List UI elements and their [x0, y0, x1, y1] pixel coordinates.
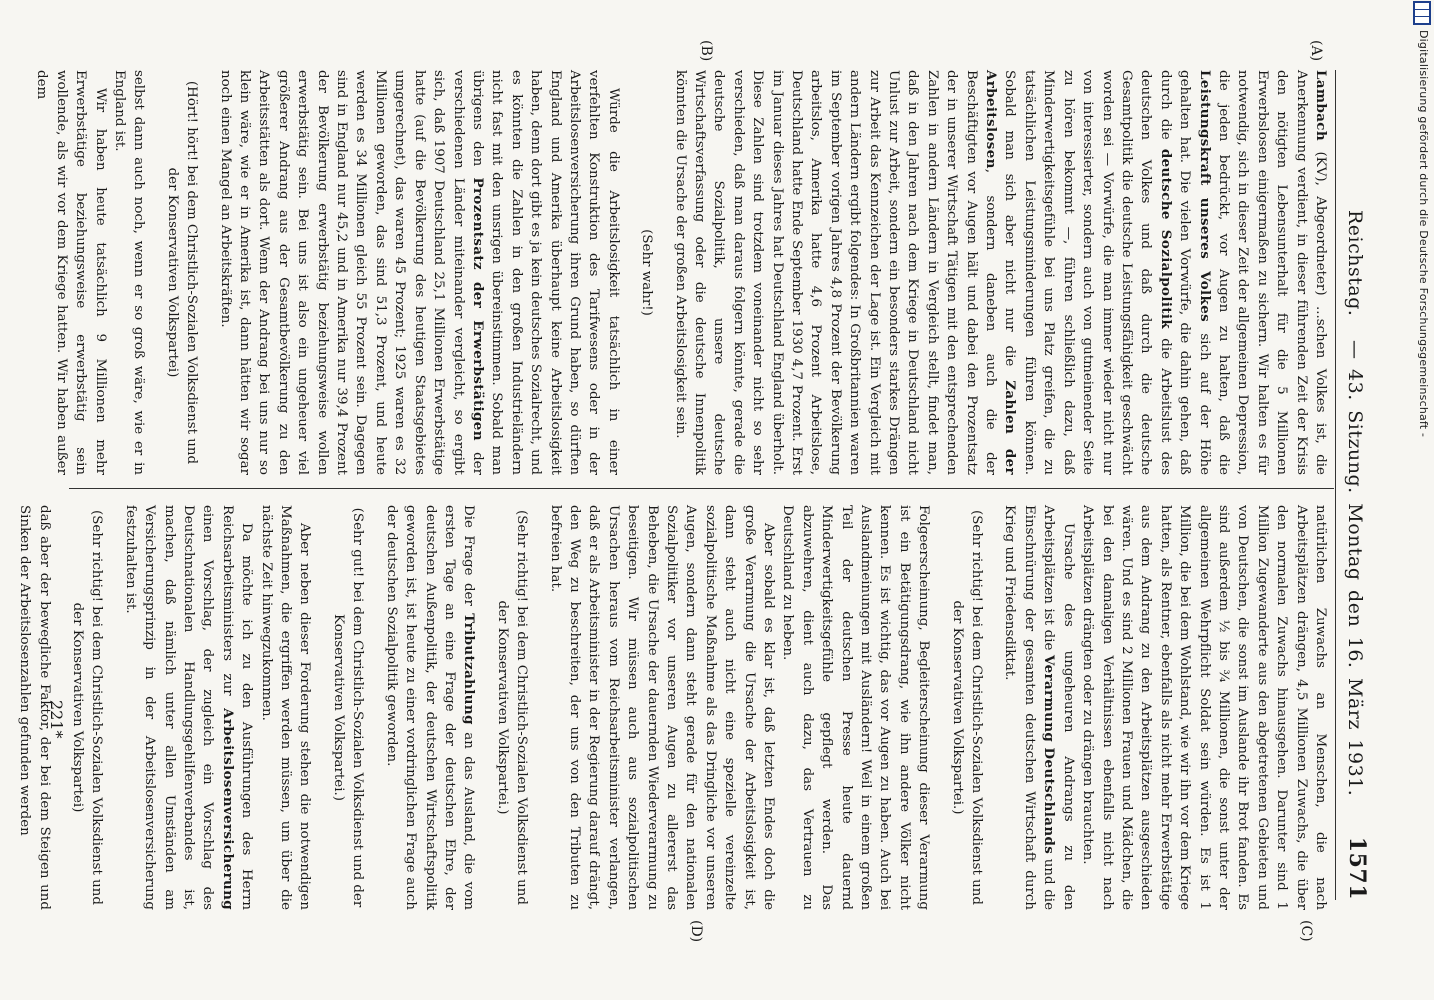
paragraph: Lambach (KV), Abgeordneter) ...schen Volkes ist, die Anerkennung verdient, in dieser führenden Zeit der Krisis den nötigten Lebensunterhalt für die 5 Millionen Erwerbslosen einigermaßen zu sichern. Wir halten es für notwendig, sich in dieser Zeit der allgemeinen Depression, die jeden bedrückt, vor Augen zu halten, daß die Leistungskraft unseres Volkes sich auf der Höhe gehalten hat. Die vielen Vorwürfe, die dahin gehen, daß durch die deutsche Sozialpolitik die Arbeitslust des deutschen Volkes und daß durch die deutsche Gesamtpolitik die deutsche Leistungsfähigkeit geschwächt worden sei — Vorwürfe, die man immer wieder nicht nur von interessierter, sondern auch von gutmeinender Seite zu hören bekommt —, führen schließlich dazu, daß Minderwertigkeitsgefühle bei uns Platz greifen, die zu tatsächlichen Leistungsminderungen führen können. Sobald man sich aber nicht nur die Zahlen der Arbeitslosen, sondern daneben auch die der Beschäftigten vor Augen hält und dabei den Prozentsatz der in unserer Wirtschaft Tätigen mit den entsprechenden Zahlen in andern Ländern in Vergleich stellt, findet man, daß in den Jahren nach dem Kriege in Deutschland nicht Unlust zur Arbeit, sondern ein besonders starkes Drängen zur Arbeit das Kennzeichen der Lage ist. Ein Vergleich mit andern Ländern ergibt folgendes: In Großbritannien waren im September vorigen Jahres 4,8 Prozent der Bevölkerung arbeitslos, Amerika hatte 4,6 Prozent Arbeitslose, Deutschland hatte Ende September 1930 4,7 Prozent. Erst im Januar dieses Jahres hat Deutschland England überholt. Diese Zahlen sind trotzdem voneinander nicht so sehr verschieden, daß man daraus folgern könnte, gerade die deutsche Sozialpolitik, unsere deutsche Wirtschaftsverfassung oder die deutsche Innenpolitik könnten die Ursache der großen Arbeitslosigkeit sein. — [672, 70, 1329, 476]
page-header — [1336, 70, 1370, 900]
stamp-text: Digitalisierung gefördert durch die Deutsche Forschungsgemeinschaft - — [1417, 30, 1430, 438]
paragraph: Da möchte ich zu den Ausführungen des Herrn Reichsarbeitsministers zur Arbeitslosenversicherung einen Vorschlag, der zugleich ein Vorschlag des Deutschnationalen Handlungsgehilfenverbandes ist, machen, daß nämlich unter allen Umständen am Versicherungsprinzip in der Arbeitslosenversicherung festzuhalten ist. — [122, 505, 255, 910]
interjection: (Sehr gut! bei dem Christlich-Sozialen Volksdienst und der Konservativen Volkspartei.) — [330, 507, 366, 908]
margin-mark-b: (B) — [698, 40, 714, 62]
paragraph: Folgeerscheinung, Begleiterscheinung dieser Verarmung ist ein Betätigungsdrang, wie ihn andere Völker nicht kennen. Es ist wichtig, das vor Augen zu haben. Auch bei Auslandmeinungen mit Ausländern! Weil in einem großen Teil der deutschen Presse heute dauernd Minderwertigkeitsgefühle gepflegt werden. Das abzuwehren, dient auch dazu, das Vertrauen zu Deutschland zu heben. — [780, 505, 932, 910]
header-title: Reichstag. — [1344, 210, 1366, 317]
paragraph: Aber neben dieser Forderung stehen die notwendigen Maßnahmen, die ergriffen werden müssen, um über die nächste Zeit hinwegzukommen. — [258, 505, 313, 910]
margin-mark-c: (C) — [1298, 920, 1314, 942]
margin-mark-d: (D) — [688, 920, 704, 943]
interjection: (Sehr richtig! bei dem Christlich-Sozialen Volksdienst und der Konservativen Volkspartei.) — [949, 510, 985, 905]
digitization-stamp — [1408, 0, 1434, 1000]
paragraph: Ursache des ungeheuren Andrangs zu den Arbeitsplätzen ist die Verarmung Deutschlands und die Einschnürung der gesamten deutschen Wirtschaft durch Krieg und Friedensdiktat. — [1002, 505, 1076, 910]
paragraph: Würde die Arbeitslosigkeit tatsächlich in einer verfehlten Konstruktion des Tarifwesens oder in der Arbeitslosenversicherung ihren Grund haben, so dürften England und Amerika überhaupt keine Arbeitslosigkeit haben, denn dort gibt es ja kein deutsches Sozialrecht, und es könnten die Zahlen in den großen Industrieländern nicht fast mit den unsrigen übereinstimmen. Sobald man übrigens den Prozentsatz der Erwerbstätigen der verschiedenen Länder miteinander vergleicht, so ergibt sich, daß 1907 Deutschland 25,1 Millionen Erwerbstätige hatte (auf die Bevölkerung des heutigen Staatsgebietes umgerechnet), das waren 45 Prozent; 1925 waren es 32 Millionen geworden, das sind 51,3 Prozent, und heute werden es 34 Millionen gleich 55 Prozent sein. Dagegen sind in England nur 45,2 und in Amerika nur 39,4 Prozent der Bevölkerung erwerbstätig beziehungsweise wollen erwerbstätig sein. Bei uns ist also ein ungeheuer viel größerer Andrang aus der Gesamtbevölkerung zu den Arbeitsstätten als dort. Wenn der Andrang bei uns nur so klein wäre, wie er in Amerika ist, dann hätten wir sogar noch einen Mangel an Arbeitskräften. — [217, 70, 621, 475]
paragraph: Aber sobald es klar ist, daß letzten Endes doch die große Verarmung die Ursache der Arbeitslosigkeit ist, dann steht auch nicht eine spezielle vereinzelte sozialpolitische Maßnahme als das Dringliche vor unseren Augen, sondern dann steht gerade für den nationalen Sozialpolitiker vor unseren Augen zu allererst das Beheben, die Ursache der dauernden Wiederverarmung zu beseitigen. Wir müssen auch aus sozialpolitischen Ursachen heraus vom Reichsarbeitsminister verlangen, daß er als Arbeitsminister in der Regierung darauf drängt, den Weg zu beschreiten, der uns von den Tributen zu befreien hat. — [547, 505, 777, 910]
left-column — [32, 70, 1330, 475]
interjection: (Sehr richtig! bei dem Christlich-Sozialen Volksdienst und der Konservativen Volkspartei) — [70, 510, 105, 905]
header-rule — [1335, 70, 1336, 900]
emphasis: Verarmung Deutschlands — [1041, 655, 1058, 855]
paragraph: Wir haben heute tatsächlich 9 Millionen mehr Erwerbstätige beziehungsweise erwerbstätig sein wollende, als wir vor dem Kriege hatten. Wir haben außer dem — [34, 70, 108, 475]
right-column — [15, 505, 1330, 910]
emphasis: Arbeitslosenversicherung — [219, 708, 236, 910]
emphasis: Leistungskraft unseres Volkes — [1196, 70, 1213, 323]
margin-mark-a: (A) — [1308, 40, 1324, 62]
signature-mark: 221* — [47, 700, 66, 739]
emphasis: Tributzahlung — [461, 613, 478, 725]
emphasis: Zahlen der Arbeitslosen — [983, 70, 1019, 475]
header-session: — 43. Sitzung. Montag den 16. März 1931. — [1344, 340, 1366, 797]
paragraph: selbst dann auch noch, wenn er so groß wäre, wie er in England ist. — [112, 70, 147, 475]
emphasis: Lambach — [1313, 70, 1329, 141]
page-number: 1571 — [1344, 836, 1370, 900]
interjection: (Hört! hört! bei dem Christlich-Sozialen Volksdienst und der Konservativen Volkspartei) — [164, 80, 200, 465]
paragraph: Die Frage der Tributzahlung an das Ausland, die vom ersten Tage an eine Frage der deutschen Ehre, der deutschen Außenpolitik, der deutschen Wirtschaftspolitik geworden ist, ist heute zu einer vordringlichen Frage auch der deutschen Sozialpolitik geworden. — [383, 505, 478, 910]
paragraph: daß aber der bewegliche Faktor, der bei dem Steigen und Sinken der Arbeitslosenzahlen gefunden werden — [17, 505, 52, 910]
dfg-logo — [1408, 0, 1434, 26]
paragraph: natürlichen Zuwachs an Menschen, die nach Arbeitsplätzen drängen, 4,5 Millionen Zuwachs, die über den normalen Zuwachs hinausgehen. Darunter sind 1 Million Zugewanderte aus den abgetretenen Gebieten und von Deutschen, die sonst im Auslande ihr Brot fanden. Es sind außerdem ½ bis ¾ Millionen, die sonst unter der allgemeinen Wehrpflicht Soldat sein würden. Es ist 1 Million, die bei dem Wohlstand, wie wir ihn vor dem Kriege hatten, als Rentner, ebenfalls als nicht mehr Erwerbstätige aus dem Andrang zu den Arbeitsplätzen ausgeschieden wären. Und es sind 2 Millionen Frauen und Mädchen, die bei den damaligen Verhältnissen ebenfalls nicht nach Arbeitsplätzen drängten oder zu drängen brauchten. — [1080, 505, 1328, 910]
interjection: (Sehr richtig! bei dem Christlich-Sozialen Volksdienst und der Konservativen Volkspartei.) — [494, 510, 530, 905]
interjection: (Sehr wahr!) — [639, 229, 655, 316]
emphasis: deutsche Sozialpolitik — [1157, 148, 1174, 330]
emphasis: Prozentsatz der Erwerbstätigen — [469, 177, 486, 441]
column-rule — [69, 488, 1334, 489]
